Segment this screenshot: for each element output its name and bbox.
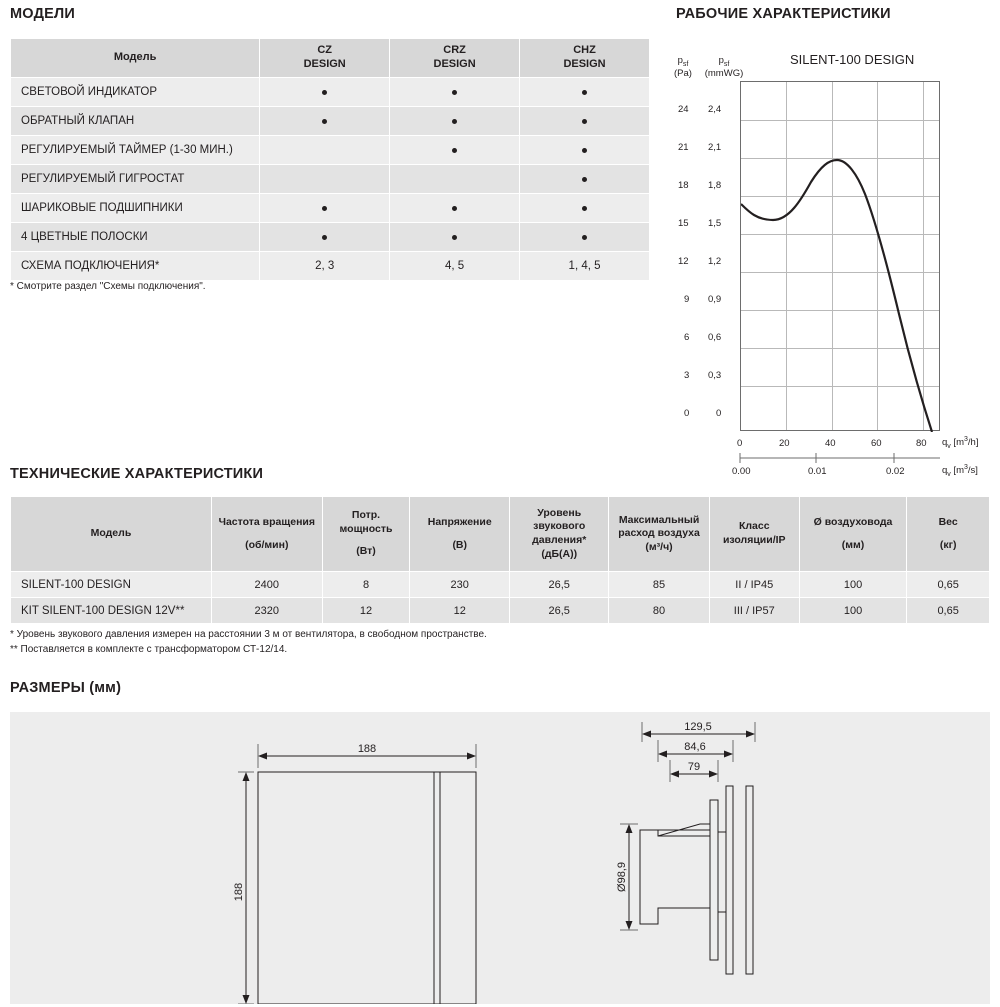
chart-xtick-m3s: 0.02 <box>886 466 905 477</box>
dimensions-drawing <box>10 712 990 1004</box>
models-cell-chz <box>520 78 650 107</box>
models-cell-cz <box>260 165 390 194</box>
tech-footnote-2: ** Поставляется в комплекте с трансформатором СТ-12/14. <box>10 643 288 655</box>
tech-col-rpm-unit: (об/мин) <box>245 538 289 551</box>
tech-col-airflow-name: Максимальный расход воздуха <box>618 513 700 540</box>
chart-yaxis-unit-pa <box>666 56 700 80</box>
chart-ytick-mmwg: 2,4 <box>708 104 722 115</box>
chart-ytick-mmwg: 0,6 <box>708 332 722 343</box>
models-col-cz <box>260 39 390 78</box>
tech-cell-airflow: 80 <box>609 598 709 624</box>
tech-col-ip <box>709 497 799 572</box>
models-header-row <box>11 39 650 78</box>
tech-cell-weight: 0,65 <box>907 598 990 624</box>
chart-ytick-pa: 15 <box>678 218 689 229</box>
tech-cell-voltage: 230 <box>410 572 510 598</box>
feature-dot <box>582 148 587 153</box>
models-row-label: ОБРАТНЫЙ КЛАПАН <box>11 107 260 136</box>
models-cell-cz <box>260 223 390 252</box>
models-col-model-label: Модель <box>113 51 157 64</box>
table-row <box>11 223 650 252</box>
models-cell-chz: 1, 4, 5 <box>520 252 650 281</box>
models-table-head <box>11 39 650 78</box>
tech-cell-noise: 26,5 <box>510 598 609 624</box>
tech-col-rpm <box>211 497 322 572</box>
chart-ytick-mmwg: 1,8 <box>708 180 722 191</box>
dim-side-total-label: 129,5 <box>684 721 712 733</box>
chart-ytick-mmwg: 1,2 <box>708 256 722 267</box>
feature-dot <box>322 90 327 95</box>
models-row-label: ШАРИКОВЫЕ ПОДШИПНИКИ <box>11 194 260 223</box>
models-col-chz <box>520 39 650 78</box>
feature-dot <box>582 206 587 211</box>
tech-col-ip-name: Класс изоляции/IP <box>722 520 786 546</box>
tech-col-model <box>11 497 212 572</box>
tech-col-power-name: Потр. мощность <box>339 509 393 535</box>
tech-col-model-name: Модель <box>90 527 132 540</box>
tech-col-noise-name: Уровень звукового давления* <box>532 506 587 546</box>
tech-col-weight-name: Вес <box>938 515 958 528</box>
dim-diameter-label: Ø98,9 <box>616 862 628 892</box>
tech-col-airflow <box>609 497 709 572</box>
tech-col-weight-unit: (кг) <box>939 538 957 551</box>
feature-dot <box>322 235 327 240</box>
tech-cell-power: 12 <box>322 598 410 624</box>
table-row <box>11 598 990 624</box>
feature-dot <box>452 235 457 240</box>
chart-ytick-mmwg: 1,5 <box>708 218 722 229</box>
tech-cell-rpm: 2400 <box>211 572 322 598</box>
models-col-chz-line2: DESIGN <box>563 58 606 70</box>
dimensions-drawing-panel <box>10 712 990 1004</box>
chart-yaxis-unit-mmwg <box>696 56 752 80</box>
tech-cell-weight: 0,65 <box>907 572 990 598</box>
chart-ytick-pa: 24 <box>678 104 689 115</box>
chart-ytick-pa: 0 <box>684 408 690 419</box>
models-col-crz-line2: DESIGN <box>433 58 476 70</box>
chart-ytick-mmwg: 0,9 <box>708 294 722 305</box>
models-row-label: СХЕМА ПОДКЛЮЧЕНИЯ* <box>11 252 260 281</box>
feature-dot <box>452 206 457 211</box>
table-row <box>11 252 650 281</box>
models-footnote: * Смотрите раздел "Схемы подключения". <box>10 281 206 292</box>
feature-dot <box>452 148 457 153</box>
models-cell-cz <box>260 107 390 136</box>
chart-ytick-mmwg: 0,3 <box>708 370 722 381</box>
models-cell-crz <box>390 165 520 194</box>
chart-yaxis-symbol-pa: $p_{sf}$ <box>677 55 689 68</box>
chart-ytick-pa: 18 <box>678 180 689 191</box>
models-cell-chz <box>520 223 650 252</box>
tech-cell-rpm: 2320 <box>211 598 322 624</box>
models-row-label: СВЕТОВОЙ ИНДИКАТОР <box>11 78 260 107</box>
tech-cell-noise: 26,5 <box>510 572 609 598</box>
chart-yaxis-unit-pa-label: (Pa) <box>674 67 692 79</box>
models-cell-chz <box>520 107 650 136</box>
tech-col-voltage-name: Напряжение <box>427 515 492 528</box>
chart-ytick-pa: 9 <box>684 294 690 305</box>
chart-ytick-pa: 6 <box>684 332 690 343</box>
models-col-chz-line1: CHZ <box>573 44 596 57</box>
tech-specs-table <box>10 496 990 624</box>
chart-xtick-m3h: 80 <box>916 438 927 449</box>
models-cell-crz <box>390 136 520 165</box>
chart-yaxis-unit-mmwg-label: (mmWG) <box>704 67 744 79</box>
feature-dot <box>452 119 457 124</box>
tech-footnote-1: * Уровень звукового давления измерен на расстоянии 3 м от вентилятора, в свободном пространстве. <box>10 629 487 640</box>
tech-col-duct-name: Ø воздуховода <box>813 515 893 528</box>
tech-col-duct-unit: (мм) <box>841 538 865 551</box>
models-cell-cz <box>260 78 390 107</box>
chart-xtick-m3s: 0.01 <box>808 466 827 477</box>
chart-xaxis-unit-m3s: $q_v$ $[m^3/s]$ <box>942 464 978 479</box>
tech-cell-voltage: 12 <box>410 598 510 624</box>
feature-dot <box>322 119 327 124</box>
models-row-label: РЕГУЛИРУЕМЫЙ ГИГРОСТАТ <box>11 165 260 194</box>
dim-side-small-label: 79 <box>687 761 701 773</box>
table-row <box>11 136 650 165</box>
chart-ytick-pa: 21 <box>678 142 689 153</box>
table-row <box>11 572 990 598</box>
table-row <box>11 78 650 107</box>
dim-side-mid-label: 84,6 <box>684 741 706 753</box>
chart-ytick-pa: 3 <box>684 370 690 381</box>
feature-dot <box>582 90 587 95</box>
feature-dot <box>582 119 587 124</box>
models-col-crz <box>390 39 520 78</box>
models-row-label: РЕГУЛИРУЕМЫЙ ТАЙМЕР (1-30 МИН.) <box>11 136 260 165</box>
chart-curve <box>741 82 941 432</box>
tech-col-voltage-unit: (В) <box>452 538 468 551</box>
chart-ytick-mmwg: 2,1 <box>708 142 722 153</box>
chart-section-title: РАБОЧИЕ ХАРАКТЕРИСТИКИ <box>676 6 891 22</box>
dim-front-height-label: 188 <box>233 882 245 902</box>
chart-yaxis-symbol-mmwg: $p_{sf}$ <box>718 55 730 68</box>
tech-col-power-unit: (Вт) <box>356 545 376 558</box>
tech-section-title: ТЕХНИЧЕСКИЕ ХАРАКТЕРИСТИКИ <box>10 466 264 482</box>
models-cell-crz <box>390 107 520 136</box>
models-col-model <box>11 39 260 78</box>
tech-cell-duct: 100 <box>799 572 907 598</box>
dim-front-width-label: 188 <box>357 743 377 755</box>
tech-cell-power: 8 <box>322 572 410 598</box>
models-col-crz-line1: CRZ <box>443 44 466 57</box>
tech-col-power <box>322 497 410 572</box>
models-cell-chz <box>520 165 650 194</box>
feature-dot <box>322 206 327 211</box>
chart-xaxis-unit-m3h: $q_v$ $[m^3/h]$ <box>942 436 979 451</box>
tech-col-noise-unit: (дБ(А)) <box>541 547 578 560</box>
models-table <box>10 38 650 281</box>
models-row-label: 4 ЦВЕТНЫЕ ПОЛОСКИ <box>11 223 260 252</box>
feature-dot <box>582 235 587 240</box>
chart-xtick-m3h: 0 <box>737 438 743 449</box>
models-cell-cz: 2, 3 <box>260 252 390 281</box>
table-row <box>11 194 650 223</box>
tech-col-noise <box>510 497 609 572</box>
tech-footnotes <box>10 628 487 657</box>
models-cell-cz <box>260 194 390 223</box>
table-row <box>11 165 650 194</box>
models-cell-cz <box>260 136 390 165</box>
models-section-title: МОДЕЛИ <box>10 6 75 22</box>
tech-cell-ip: II / IP45 <box>709 572 799 598</box>
feature-dot <box>452 90 457 95</box>
models-cell-crz <box>390 78 520 107</box>
chart-ytick-mmwg: 0 <box>716 408 722 419</box>
chart-xtick-m3s: 0.00 <box>732 466 751 477</box>
models-cell-crz <box>390 223 520 252</box>
models-cell-crz <box>390 194 520 223</box>
tech-col-voltage <box>410 497 510 572</box>
tech-table-head <box>11 497 990 572</box>
tech-cell-model: KIT SILENT-100 DESIGN 12V** <box>11 598 212 624</box>
models-table-body <box>11 78 650 281</box>
chart-title-label: SILENT-100 DESIGN <box>790 52 915 67</box>
models-col-cz-line1: CZ <box>317 44 333 57</box>
chart-plot-area <box>740 81 940 431</box>
models-cell-chz <box>520 194 650 223</box>
performance-chart <box>660 28 1000 479</box>
models-cell-chz <box>520 136 650 165</box>
tech-cell-duct: 100 <box>799 598 907 624</box>
tech-col-duct <box>799 497 907 572</box>
feature-dot <box>582 177 587 182</box>
chart-xtick-m3h: 40 <box>825 438 836 449</box>
tech-cell-ip: III / IP57 <box>709 598 799 624</box>
tech-col-airflow-unit: (м³/ч) <box>645 540 673 553</box>
dimensions-section-title: РАЗМЕРЫ (мм) <box>10 680 122 696</box>
tech-cell-airflow: 85 <box>609 572 709 598</box>
tech-table-body <box>11 572 990 624</box>
chart-ytick-pa: 12 <box>678 256 689 267</box>
tech-header-row <box>11 497 990 572</box>
chart-xtick-m3h: 20 <box>779 438 790 449</box>
tech-col-weight <box>907 497 990 572</box>
models-col-cz-line2: DESIGN <box>303 58 346 70</box>
chart-xtick-m3h: 60 <box>871 438 882 449</box>
table-row <box>11 107 650 136</box>
tech-col-rpm-name: Частота вращения <box>218 515 316 528</box>
tech-cell-model: SILENT-100 DESIGN <box>11 572 212 598</box>
models-cell-crz: 4, 5 <box>390 252 520 281</box>
